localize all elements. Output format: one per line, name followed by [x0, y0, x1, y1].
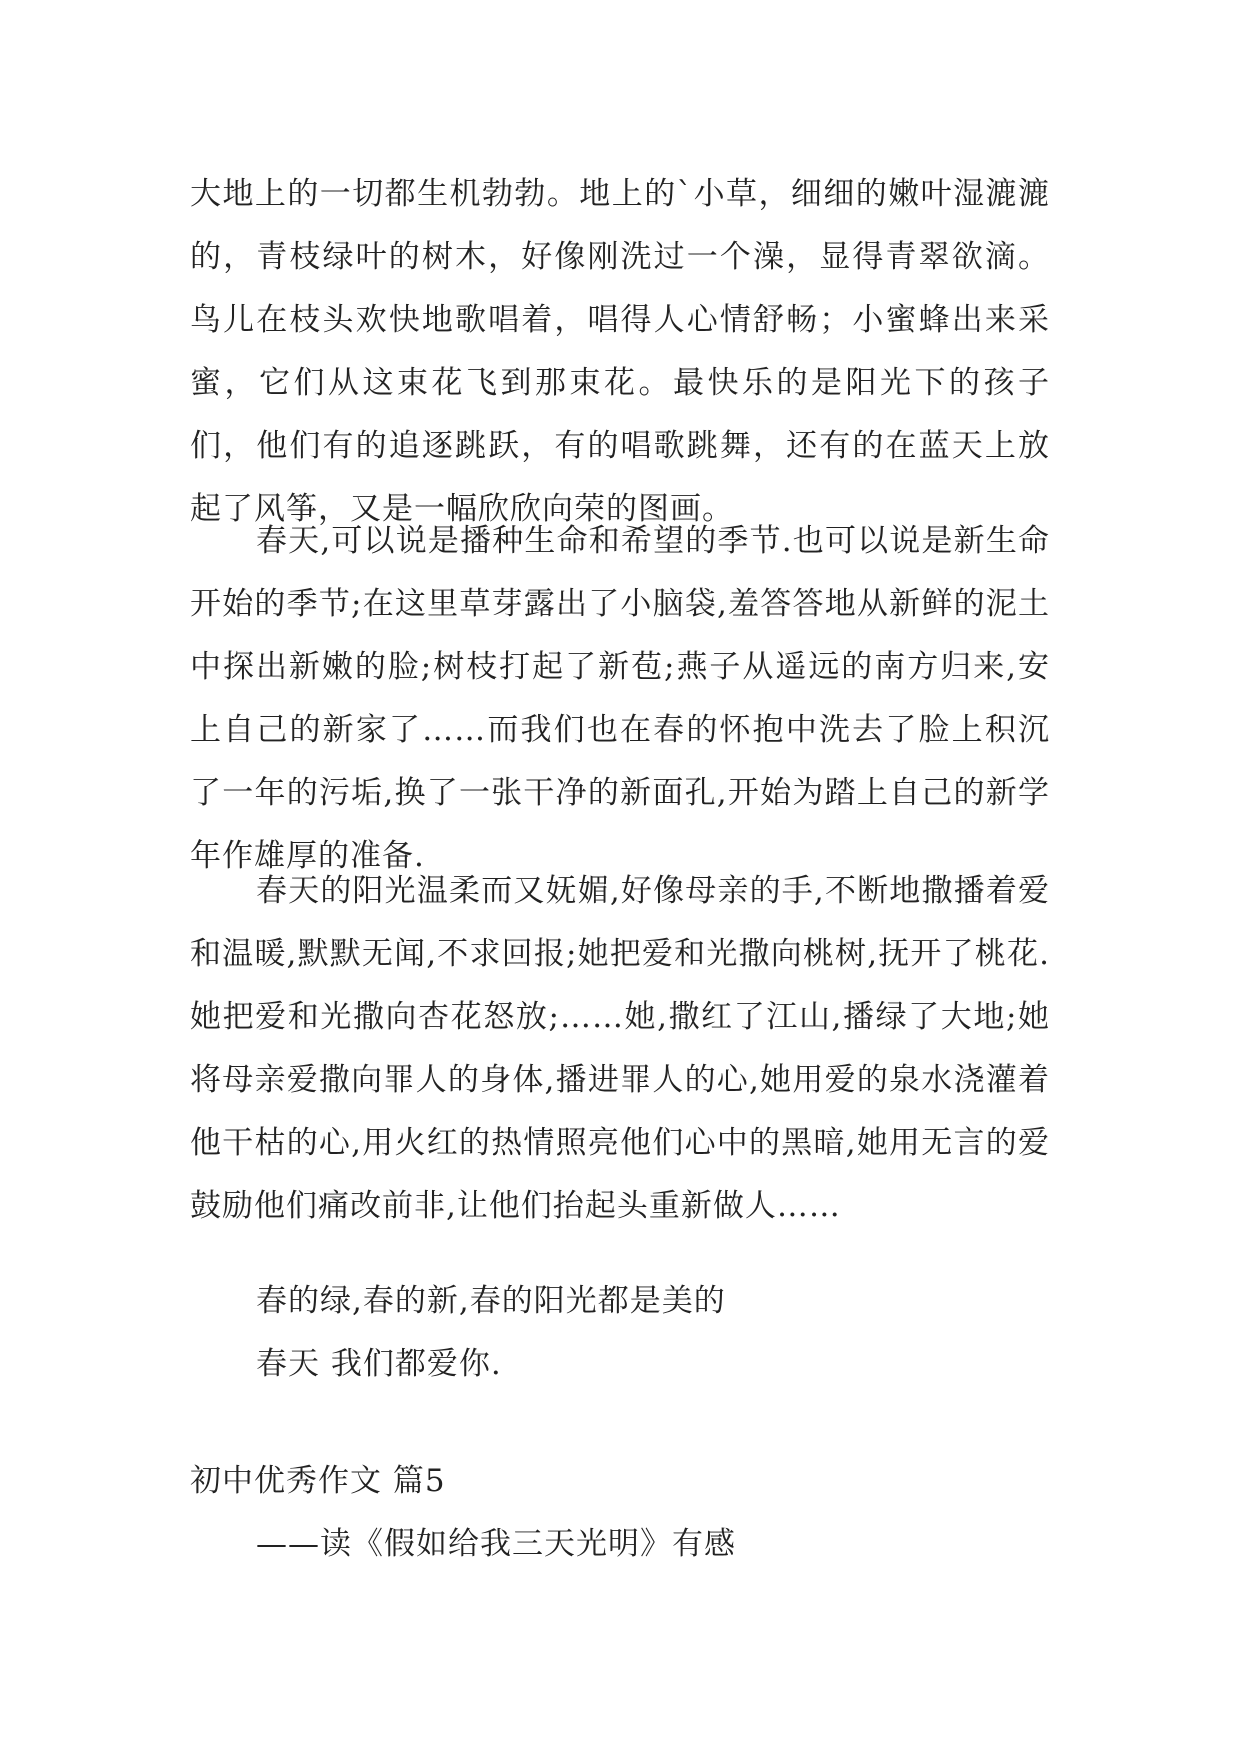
paragraph-spring-sunshine: 春天的阳光温柔而又妩媚,好像母亲的手,不断地撒播着爱和温暖,默默无闻,不求回报;她把爱和光撒向桃树,抚开了桃花.她把爱和光撒向杏花怒放;……她,撒红了江山,播绿了大地;她将母亲爱撒向罪人的身体,播进罪人的心,她用爱的泉水浇灌着他干枯的心,用火红的热情照亮他们心中的黑暗,她用无言的爱鼓励他们痛改前非,让他们抬起头重新做人……	[190, 873, 1050, 1224]
closing-line-2: 春天 我们都爱你.	[256, 1346, 502, 1382]
closing-line-1: 春的绿,春的新,春的阳光都是美的	[256, 1283, 726, 1319]
paragraph-spring-season: 春天,可以说是播种生命和希望的季节.也可以说是新生命开始的季节;在这里草芽露出了小脑袋,羞答答地从新鲜的泥土中探出新嫩的脸;树枝打起了新苞;燕子从遥远的南方归来,安上自己的新家了……而我们也在春的怀抱中洗去了脸上积沉了一年的污垢,换了一张干净的新面孔,开始为踏上自己的新学年作雄厚的准备.	[190, 523, 1050, 874]
essay-title: 初中优秀作文 篇5	[190, 1463, 446, 1499]
paragraph-spring-scene: 大地上的一切都生机勃勃。地上的`小草，细细的嫩叶湿漉漉的，青枝绿叶的树木，好像刚洗过一个澡，显得青翠欲滴。鸟儿在枝头欢快地歌唱着，唱得人心情舒畅；小蜜蜂出来采蜜，它们从这束花飞到那束花。最快乐的是阳光下的孩子们，他们有的追逐跳跃，有的唱歌跳舞，还有的在蓝天上放起了风筝，又是一幅欣欣向荣的图画。	[190, 176, 1050, 527]
essay-subtitle: ——读《假如给我三天光明》有感	[256, 1526, 736, 1562]
